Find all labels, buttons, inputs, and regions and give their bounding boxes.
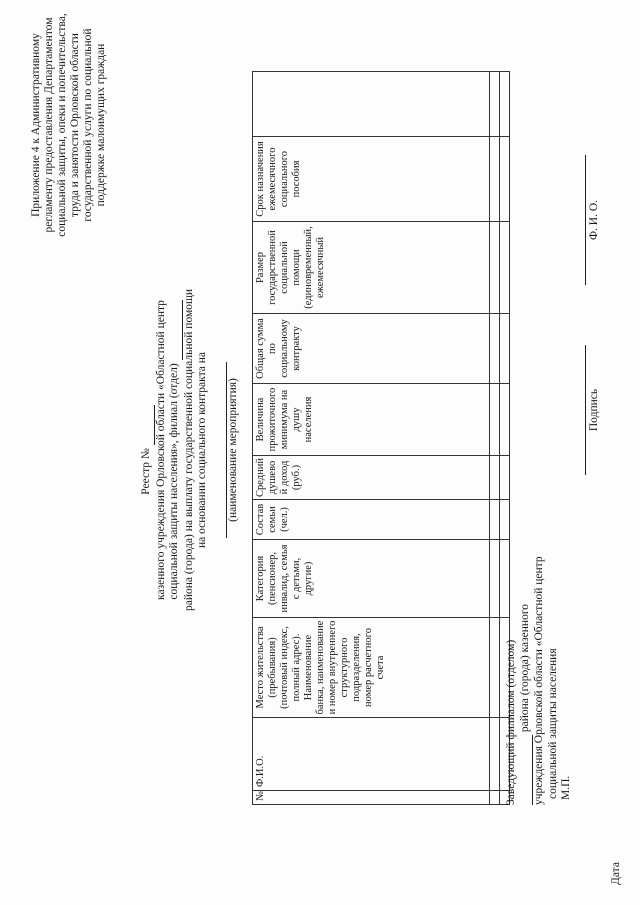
col-number: № — [253, 791, 490, 805]
payment-line: района (города) на выплату государственной социальной помощи — [182, 288, 195, 612]
reestr-number-blank — [140, 405, 155, 445]
reestr-heading — [140, 240, 155, 660]
register-table — [252, 71, 510, 805]
col-family: Состав семьи (чел.) — [253, 500, 490, 540]
col-fio: Ф.И.О. — [253, 718, 490, 791]
col-total: Общая сумма по социальному контракту — [253, 314, 490, 384]
branch-text: социальной защиты населения», филиал (отдел) — [168, 363, 180, 600]
district-blank — [519, 735, 534, 805]
table-cell — [490, 718, 500, 791]
institution-line: казенного учреждения Орловской области «Областной центр — [154, 300, 167, 600]
appendix-line: государственной услуги по социальной — [82, 28, 94, 222]
col-minimum: Величина прожиточного минимума на душу населения — [253, 384, 490, 456]
appendix-line: труда и занятости Орловской области — [69, 33, 81, 217]
branch-line — [168, 240, 183, 660]
table-cell — [490, 618, 500, 718]
stamp-place: М.П. — [560, 775, 572, 800]
signature-block — [505, 285, 560, 805]
col-amount: Размер государственной социальной помощи (единовременный, ежемесячный — [253, 222, 490, 314]
appendix-note — [30, 0, 108, 275]
institution-footer-line: учреждения Орловской области «Областной центр — [533, 556, 545, 805]
event-name-caption: (наименование мероприятия) — [226, 362, 241, 538]
table-cell — [500, 72, 510, 137]
table-cell — [490, 314, 500, 384]
col-category: Категория (пенсионер, инвалид, семья с детьми, другие) — [253, 540, 490, 618]
institution-footer-line-2: социальной защиты населения — [546, 648, 559, 799]
appendix-line: социальной защиты, опеки и попечительства, — [56, 13, 68, 237]
col-term: Срок назначения ежемесячного социального пособия — [253, 137, 490, 222]
appendix-line: поддержке малоимущих граждан — [95, 43, 107, 207]
appendix-line: Приложение 4 к Административному — [30, 33, 42, 217]
table-cell — [490, 791, 500, 805]
table-cell — [500, 137, 510, 222]
table-row — [490, 72, 500, 805]
date-label: Дата — [610, 862, 622, 885]
table-cell — [490, 72, 500, 137]
contract-line: на основании социального контракта на — [196, 352, 208, 548]
district-line — [519, 285, 534, 805]
reestr-label: Реестр № — [140, 448, 152, 495]
head-title: Заведующий филиалом (отделом) — [505, 639, 517, 805]
register-title — [140, 240, 240, 660]
table-cell — [490, 500, 500, 540]
table-cell — [490, 137, 500, 222]
signature-caption: Подпись — [585, 345, 600, 475]
table-cell — [490, 540, 500, 618]
col-blank — [253, 72, 490, 137]
table-cell — [490, 456, 500, 500]
district-text: района (города) казенного — [518, 603, 531, 733]
table-cell — [490, 222, 500, 314]
table-cell — [490, 384, 500, 456]
table-header-row — [253, 72, 490, 805]
branch-blank — [168, 300, 183, 360]
col-income: Средний душевой доход (руб.) — [253, 456, 490, 500]
col-address: Место жительства (пребывания) (почтовый индекс, полный адрес). Наименование банка, наименование и номер внутреннего структурного подразделения, номер расчетного счета — [253, 618, 490, 718]
fio-caption: Ф. И. О. — [585, 155, 600, 285]
appendix-line: регламенту предоставления Департаментом — [43, 17, 55, 233]
